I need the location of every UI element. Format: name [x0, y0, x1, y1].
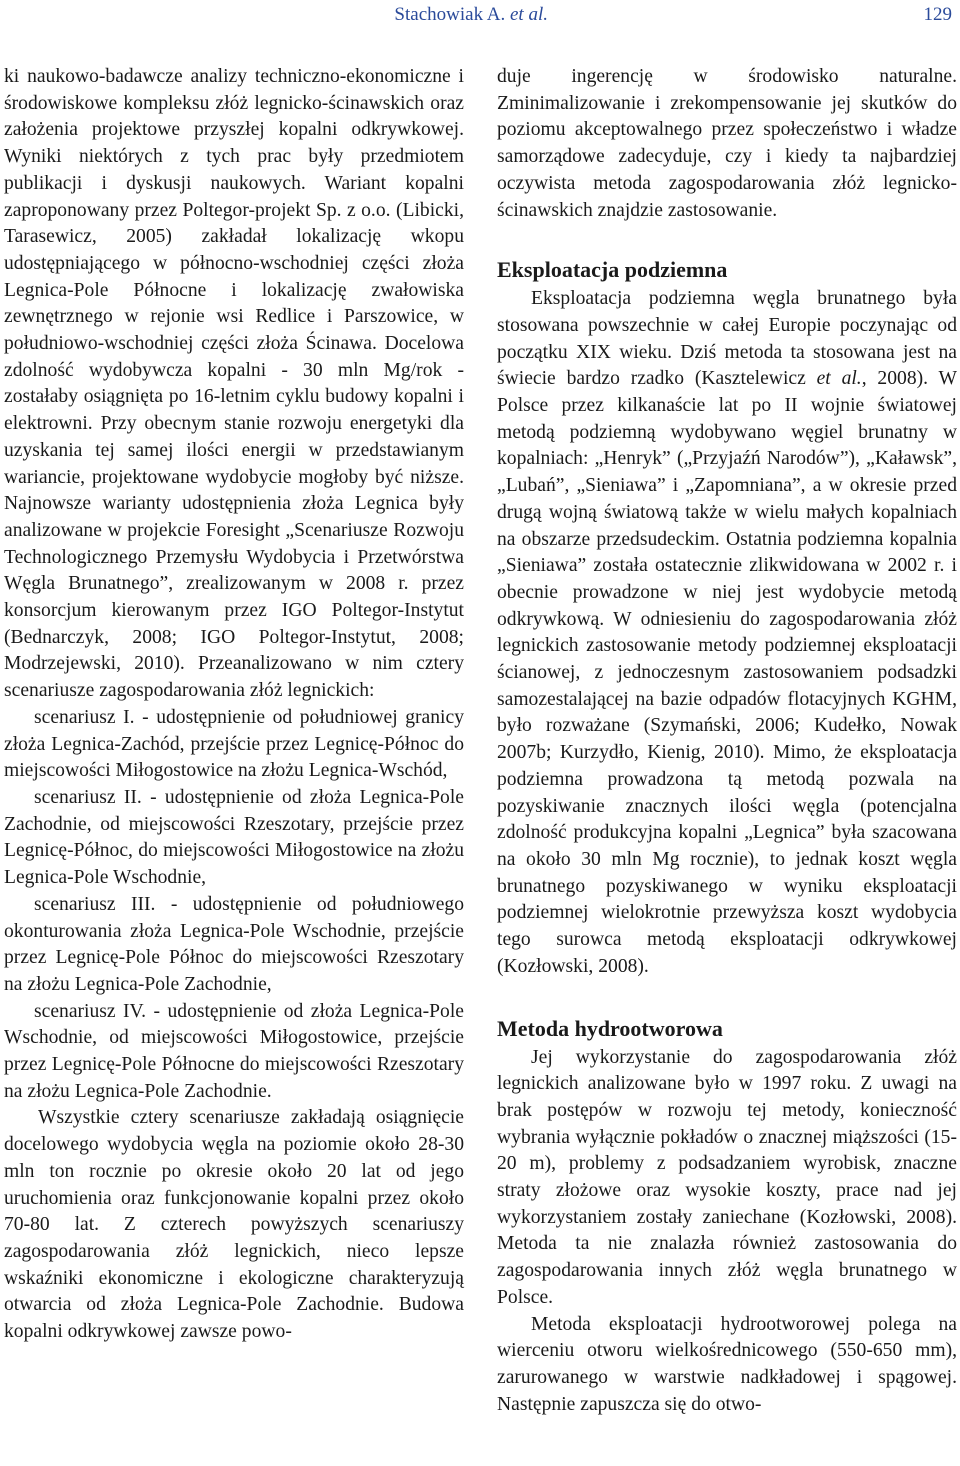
page-number: 129: [923, 4, 952, 25]
paragraph-hydrootworowa-2: Metoda eksploatacji hydrootworowej polega na wierceniu otworu wielkośrednicowego (550-650 mm), zarurowanego w warstwie nadkładowej i spągowej. Następnie zapuszcza się do otwo-: [497, 1313, 957, 1415]
running-head-author: Stachowiak A. et al.: [394, 4, 548, 25]
right-column: [497, 64, 957, 1418]
running-head: [0, 4, 960, 34]
left-column: [4, 64, 464, 1346]
section-heading-metoda-hydrootworowa: Metoda hydrootworowa: [497, 1015, 723, 1041]
paragraph-continuation-right: duje ingerencję w środowisko naturalne. Zminimalizowanie i zrekompensowanie jej skutków do poziomu akceptowalnego przez społeczeństwo i władze samorządowe zadecyduje, czy i kiedy ta najbardziej oczywista metoda zagospodarowania złóż legnicko-ścinawskich znajdzie zastosowanie.: [497, 66, 957, 221]
scenario-1: scenariusz I. - udostępnienie od południowej granicy złoża Legnica-Zachód, przejście przez Legnicę-Północ do miejscowości Miłogostowice na złożu Legnica-Wschód,: [4, 706, 464, 782]
section-heading-eksploatacja-podziemna: Eksploatacja podziemna: [497, 257, 728, 283]
paragraph-continuation: ki naukowo-badawcze analizy techniczno-ekonomiczne i środowiskowe kompleksu złóż legnicko-ścinawskich oraz założenia projektowe przyszłej kopalni odkrywkowej. Wyniki niektórych z tych prac były przedmiotem publikacji i dyskusji naukowych. Wariant kopalni zaproponowany przez Poltegor-projekt Sp. z o.o. (Libicki, Tarasewicz, 2005) zakładał lokalizację wkopu udostępniającego w północno-wschodniej części złoża Legnica-Pole Północne i lokalizację zwałowiska zewnętrznego w rejonie wsi Redlice i Parszowice, w południowo-wschodniej części złoża Ścinawa. Docelowa zdolność wydobywcza kopalni - 30 mln Mg/rok - zostałaby osiągnięta po 16-letnim cyklu budowy kopalni i elektrowni. Przy obecnym stanie rozwoju energetyki dla uzyskania tej samej ilości energii w przedstawianym wariancie, projektowane wydobycie mogłoby być niższe. Najnowsze warianty udostępnienia złoża Legnica były analizowane w projekcie Foresight „Scenariusze Rozwoju Technologicznego Przemysłu Wydobycia i Przetwórstwa Węgla Brunatnego”, zrealizowanym w 2008 r. przez konsorcjum kierowanym przez IGO Poltegor-Instytut (Bednarczyk, 2008; IGO Poltegor-Instytut, 2008; Modrzejewski, 2010). Przeanalizowano w nim cztery scenariusze zagospodarowania złóż legnickich:: [4, 66, 464, 702]
scenario-2: scenariusz II. - udostępnienie od złoża Legnica-Pole Zachodnie, od miejscowości Rzeszotary, przejście przez Legnicę-Północ, do miejscowości Miłogostowice na złożu Legnica-Pole Wschodnie,: [4, 786, 464, 889]
paragraph-hydrootworowa-1: Jej wykorzystanie do zagospodarowania złóż legnickich analizowane było w 1997 roku. Z uwagi na brak postępów w rozwoju tej metody, konieczność wybrania wyłącznie pokładów o znacznej miąższości (15-20 m), problemy z podsadzaniem wyrobisk, znaczne straty złożowe oraz wysokie koszty, prace nad jej wykorzystaniem zostały zaniechane (Kozłowski, 2008). Metoda ta nie znalazła również zastosowania do zagospodarowania innych złóż węgla brunatnego w Polsce.: [497, 1046, 957, 1308]
paragraph-eksploatacja-podziemna: Eksploatacja podziemna węgla brunatnego była stosowana powszechnie w całej Europie poczynając od początku XIX wieku. Dziś metoda ta stosowana jest na świecie bardzo rzadko (Kasztelewicz et al., 2008). W Polsce przez kilkanaście lat po II wojnie światowej metodą podziemną wydobywano węgiel brunatny w kopalniach: „Henryk” („Przyjaźń Narodów”), „Kaławsk”, „Lubań”, „Sieniawa” i „Zapomniana”, a w okresie przed drugą wojną światową także w wielu małych kopalniach na obszarze przedsudeckim. Ostatnia podziemna kopalnia „Sieniawa” została ostatecznie zlikwidowana w 2002 r. i obecnie prowadzone w niej jest wydobycie metodą odkrywkową. W odniesieniu do zagospodarowania złóż legnickich zastosowanie metody podziemnej eksploatacji ścianowej, z jednoczesnym zastosowaniem podsadzki samozestalającej na bazie odpadów flotacyjnych KGHM, było rozważane (Szymański, 2006; Kudełko, Nowak 2007b; Kurzydło, Kienig, 2010). Mimo, że eksploatacja podziemna prowadzona tą metodą pozwala na pozyskiwanie znacznych ilości węgla (potencjalna zdolność produkcyjna kopalni „Legnica” była szacowana na około 30 mln Mg rocznie), to jednak koszt węgla brunatnego pozyskiwanego w wyniku eksploatacji podziemnej wielokrotnie przewyższa koszt wydobycia tego surowca metodą eksploatacji odkrywkowej (Kozłowski, 2008).: [497, 288, 957, 977]
scenario-4: scenariusz IV. - udostępnienie od złoża Legnica-Pole Wschodnie, od miejscowości Miłogostowice, przejście przez Legnicę-Pole Północne do miejscowości Rzeszotary na złożu Legnica-Pole Zachodnie.: [4, 1000, 464, 1102]
paragraph-scenarios-summary: Wszystkie cztery scenariusze zakładają osiągnięcie docelowego wydobycia węgla na poziomie około 28-30 mln ton rocznie po okresie około 20 lat od jego uruchomienia oraz funkcjonowanie kopalni przez około 70-80 lat. Z czterech powyższych scenariuszy zagospodarowania złóż legnickich, nieco lepsze wskaźniki ekonomiczne i ekologiczne charakteryzują otwarcia od złoża Legnica-Pole Zachodnie. Budowa kopalni odkrywkowej zawsze powo-: [4, 1107, 464, 1343]
scenario-3: scenariusz III. - udostępnienie od południowego okonturowania złoża Legnica-Pole Wschodnie, przejście przez Legnicę-Pole Północ do miejscowości Rzeszotary na złożu Legnica-Pole Zachodnie,: [4, 893, 464, 995]
